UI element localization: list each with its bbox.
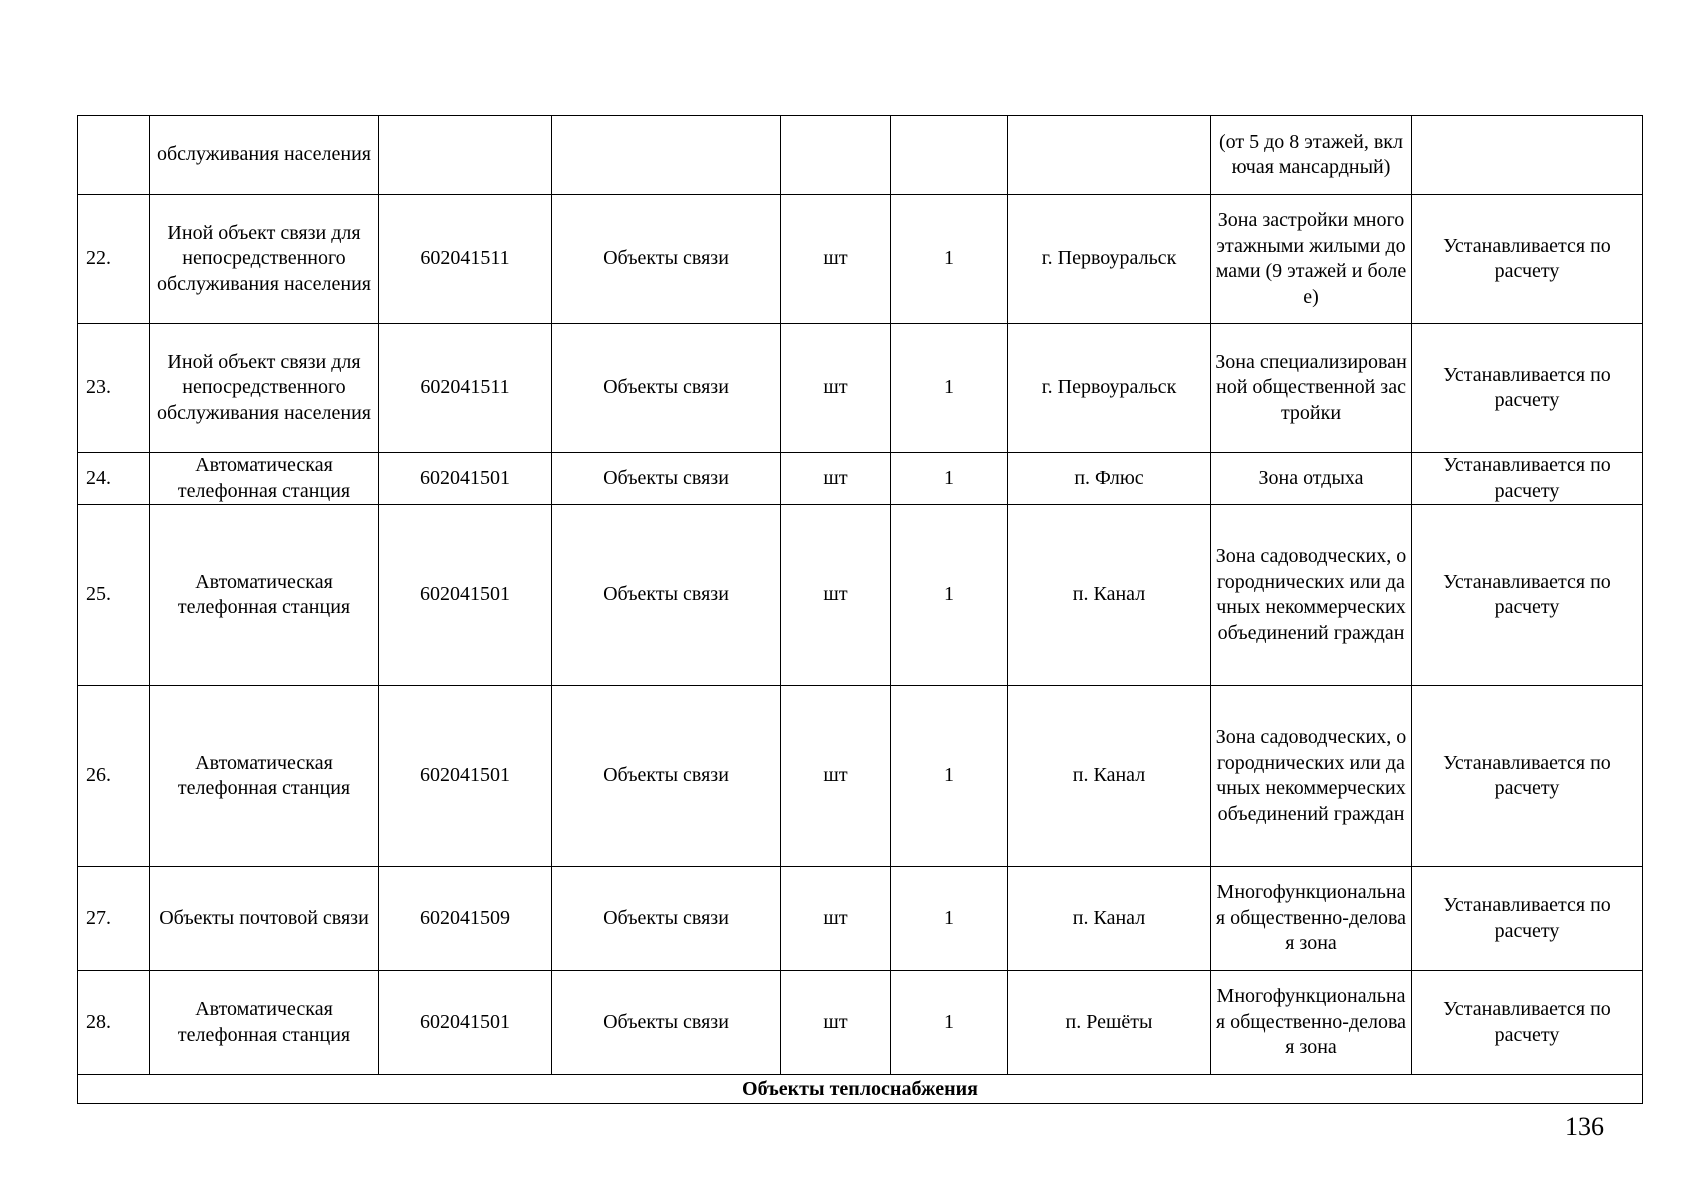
cell-purpose: [552, 116, 781, 195]
cell-zone: Зона специализированной общественной застройки: [1211, 324, 1412, 453]
cell-unit: шт: [781, 686, 891, 867]
cell-zone: Зона отдыха: [1211, 453, 1412, 505]
cell-location: п. Канал: [1008, 686, 1211, 867]
cell-location: п. Решёты: [1008, 971, 1211, 1075]
cell-quantity: 1: [891, 324, 1008, 453]
cell-unit: шт: [781, 505, 891, 686]
cell-location: г. Первоуральск: [1008, 324, 1211, 453]
cell-purpose: Объекты связи: [552, 505, 781, 686]
cell-indicator: Устанавливается по расчету: [1412, 453, 1643, 505]
cell-code: 602041501: [379, 971, 552, 1075]
cell-code: 602041501: [379, 505, 552, 686]
cell-indicator: [1412, 116, 1643, 195]
cell-indicator: Устанавливается по расчету: [1412, 505, 1643, 686]
cell-indicator: Устанавливается по расчету: [1412, 686, 1643, 867]
cell-quantity: 1: [891, 867, 1008, 971]
cell-code: 602041511: [379, 324, 552, 453]
cell-object-name: Объекты почтовой связи: [150, 867, 379, 971]
cell-code: 602041511: [379, 195, 552, 324]
cell-location: г. Первоуральск: [1008, 195, 1211, 324]
cell-unit: шт: [781, 453, 891, 505]
cell-indicator: Устанавливается по расчету: [1412, 195, 1643, 324]
cell-indicator: Устанавливается по расчету: [1412, 867, 1643, 971]
cell-indicator: Устанавливается по расчету: [1412, 324, 1643, 453]
cell-number: 28.: [78, 971, 150, 1075]
cell-number: 22.: [78, 195, 150, 324]
cell-quantity: 1: [891, 505, 1008, 686]
cell-zone: (от 5 до 8 этажей, включая мансардный): [1211, 116, 1412, 195]
cell-object-name: Автоматическая телефонная станция: [150, 505, 379, 686]
cell-location: п. Флюс: [1008, 453, 1211, 505]
cell-object-name: обслуживания населения: [150, 116, 379, 195]
cell-object-name: Иной объект связи для непосредственного обслуживания населения: [150, 195, 379, 324]
cell-purpose: Объекты связи: [552, 453, 781, 505]
section-heading: Объекты теплоснабжения: [78, 1075, 1643, 1104]
cell-unit: [781, 116, 891, 195]
cell-number: [78, 116, 150, 195]
cell-location: п. Канал: [1008, 867, 1211, 971]
cell-quantity: 1: [891, 971, 1008, 1075]
cell-number: 23.: [78, 324, 150, 453]
table-row: [78, 324, 1643, 453]
table-row: [78, 453, 1643, 505]
cell-object-name: Автоматическая телефонная станция: [150, 453, 379, 505]
cell-object-name: Автоматическая телефонная станция: [150, 971, 379, 1075]
section-row: [78, 1075, 1643, 1104]
cell-zone: Зона садоводческих, огороднических или дачных некоммерческих объединений граждан: [1211, 686, 1412, 867]
cell-location: п. Канал: [1008, 505, 1211, 686]
cell-number: 27.: [78, 867, 150, 971]
table-row: [78, 195, 1643, 324]
cell-quantity: 1: [891, 453, 1008, 505]
cell-object-name: Автоматическая телефонная станция: [150, 686, 379, 867]
cell-purpose: Объекты связи: [552, 195, 781, 324]
cell-purpose: Объекты связи: [552, 324, 781, 453]
cell-unit: шт: [781, 195, 891, 324]
cell-zone: Многофункциональная общественно-деловая зона: [1211, 867, 1412, 971]
cell-quantity: 1: [891, 195, 1008, 324]
cell-zone: Многофункциональная общественно-деловая зона: [1211, 971, 1412, 1075]
table-row: [78, 505, 1643, 686]
cell-purpose: Объекты связи: [552, 971, 781, 1075]
table-row: [78, 971, 1643, 1075]
cell-number: 24.: [78, 453, 150, 505]
cell-unit: шт: [781, 971, 891, 1075]
cell-indicator: Устанавливается по расчету: [1412, 971, 1643, 1075]
cell-code: 602041509: [379, 867, 552, 971]
cell-code: 602041501: [379, 686, 552, 867]
cell-code: 602041501: [379, 453, 552, 505]
cell-quantity: 1: [891, 686, 1008, 867]
cell-unit: шт: [781, 867, 891, 971]
cell-unit: шт: [781, 324, 891, 453]
cell-location: [1008, 116, 1211, 195]
data-table: [77, 115, 1643, 1104]
cell-purpose: Объекты связи: [552, 867, 781, 971]
cell-number: 26.: [78, 686, 150, 867]
cell-zone: Зона садоводческих, огороднических или дачных некоммерческих объединений граждан: [1211, 505, 1412, 686]
table-row: [78, 686, 1643, 867]
page-number: 136: [1565, 1112, 1604, 1141]
table-row: [78, 867, 1643, 971]
cell-object-name: Иной объект связи для непосредственного обслуживания населения: [150, 324, 379, 453]
cell-number: 25.: [78, 505, 150, 686]
cell-zone: Зона застройки многоэтажными жилыми домами (9 этажей и более): [1211, 195, 1412, 324]
cell-purpose: Объекты связи: [552, 686, 781, 867]
cell-code: [379, 116, 552, 195]
table-row: [78, 116, 1643, 195]
cell-quantity: [891, 116, 1008, 195]
table-body: [78, 116, 1643, 1104]
